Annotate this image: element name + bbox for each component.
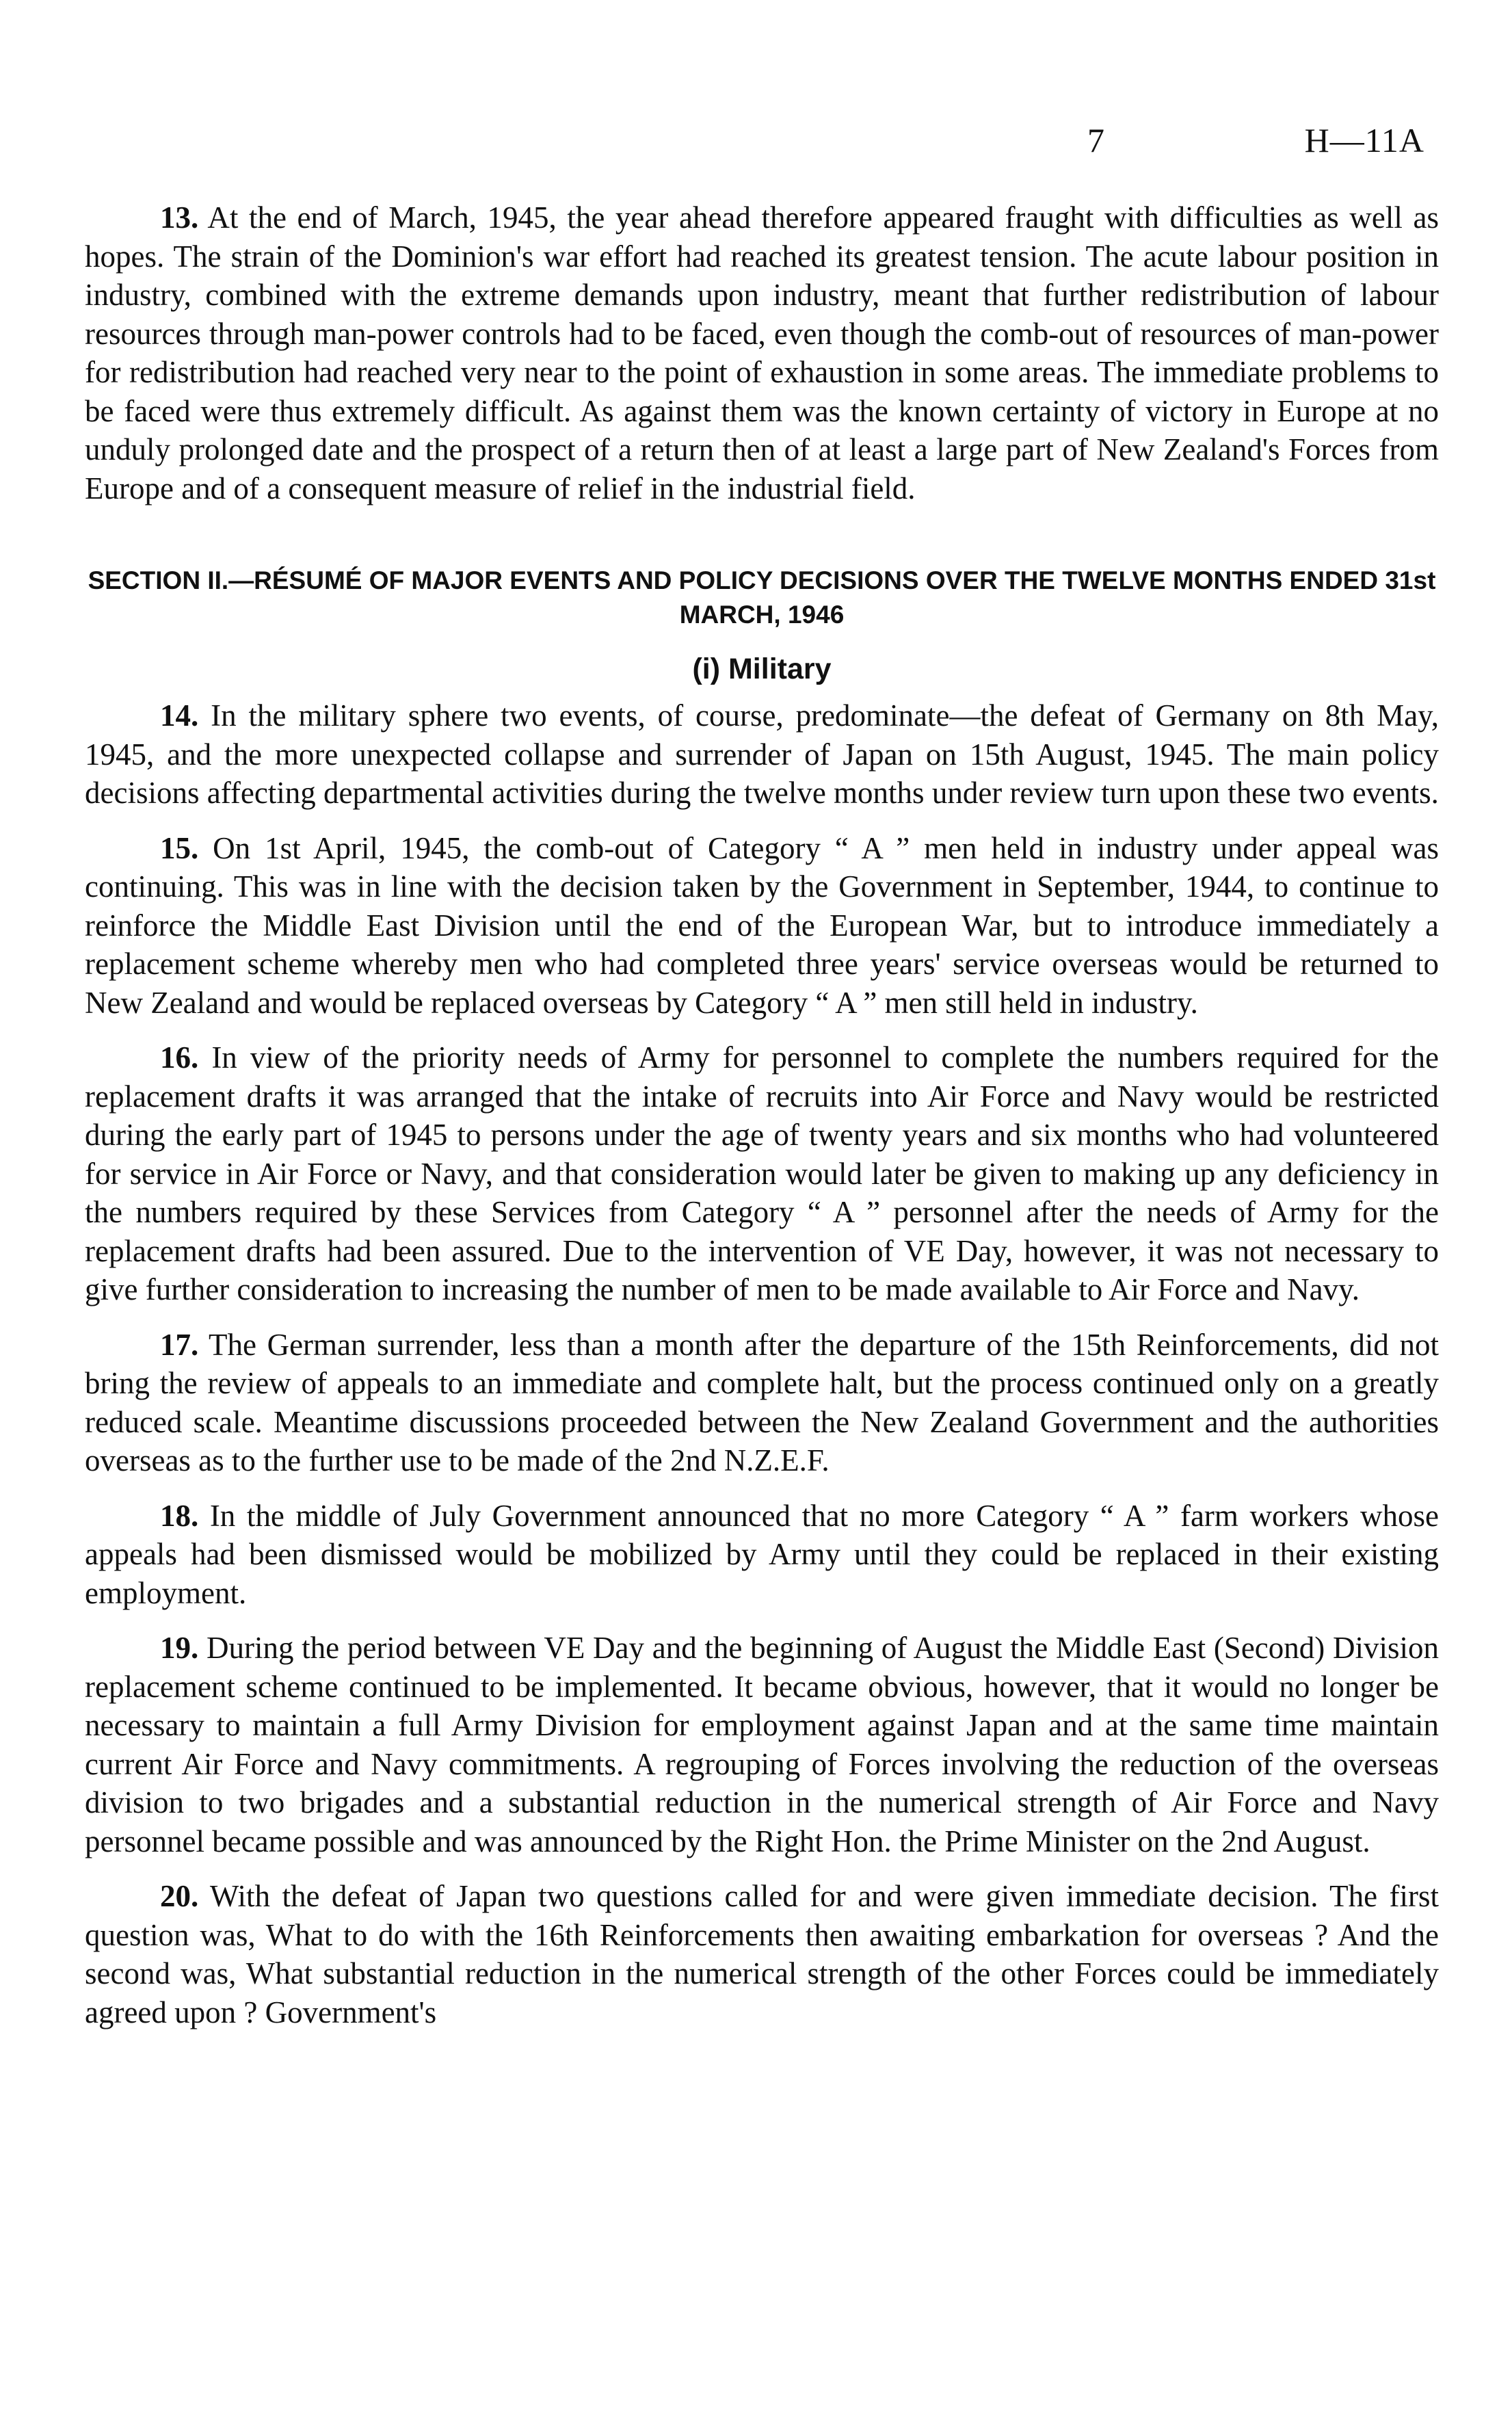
paragraph-number: 17. [160,1327,199,1362]
paragraph-13 [85,198,1439,508]
paragraph-16 [85,1038,1439,1309]
paragraph-text: The German surrender, less than a month after the departure of the 15th Reinforcements, did not bring the review of appeals to an immediate and complete halt, but the process continued only on a greatly reduced scale. Meantime discussions proceeded between the New Zealand Government and the authorities overseas as to the further use to be made of the 2nd N.Z.E.F. [85,1327,1439,1477]
page-header [0,116,1512,164]
paragraph-20 [85,1877,1439,2032]
paragraph-number: 18. [160,1498,199,1533]
paragraph-15 [85,829,1439,1023]
paragraph-number: 16. [160,1040,199,1075]
section-heading: SECTION II.—RÉSUMÉ OF MAJOR EVENTS AND POLICY DECISIONS OVER THE TWELVE MONTHS ENDED 31st MARCH, 1946 [88,566,1436,629]
paragraph-text: In view of the priority needs of Army for personnel to complete the numbers required for the replacement drafts it was arranged that the intake of recruits into Air Force and Navy would be restricted during the early part of 1945 to persons under the age of twenty years and six months who had volunteered for service in Air Force or Navy, and that consideration would later be given to making up any deficiency in the numbers required by these Services from Category “ A ” personnel after the needs of Army for the replacement drafts had been assured. Due to the intervention of VE Day, however, it was not necessary to give further consideration to increasing the number of men to be made available to Air Force and Navy. [85,1040,1439,1306]
paragraph-number: 19. [160,1631,199,1665]
paragraph-number: 13. [160,200,199,235]
paragraph-text: During the period between VE Day and the beginning of August the Middle East (Second) Division replacement scheme continued to be implemented. It became obvious, however, that it would no longer be necessary to maintain a full Army Division for employment against Japan and at the same time maintain current Air Force and Navy commitments. A regrouping of Forces involving the reduction of the overseas division to two brigades and a substantial reduction in the numerical strength of Air Force and Navy personnel became possible and was announced by the Right Hon. the Prime Minister on the 2nd August. [85,1631,1439,1858]
page-body [85,198,1439,2048]
paragraph-number: 15. [160,830,199,865]
paragraph-text: With the defeat of Japan two questions called for and were given immediate decision. The first question was, What to do with the 16th Reinforcements then awaiting embarkation for overseas ? And the second was, What substantial reduction in the numerical strength of the other Forces could be immediately agreed upon ? Government's [85,1879,1439,2029]
paragraph-text: On 1st April, 1945, the comb-out of Category “ A ” men held in industry under appeal was continuing. This was in line with the decision taken by the Government in September, 1944, to continue to reinforce the Middle East Division until the end of the European War, but to introduce immediately a replacement scheme whereby men who had completed three years' service overseas would be returned to New Zealand and would be replaced overseas by Category “ A ” men still held in industry. [85,830,1439,1020]
paragraph-text: In the middle of July Government announced that no more Category “ A ” farm workers whose appeals had been dismissed would be mobilized by Army until they could be replaced in their existing employment. [85,1498,1439,1610]
paragraph-number: 14. [160,698,199,733]
paragraph-text: At the end of March, 1945, the year ahead therefore appeared fraught with difficulties as well as hopes. The strain of the Dominion's war effort had reached its greatest tension. The acute labour position in industry, combined with the extreme demands upon industry, meant that further redistribution of labour resources through man-power controls had to be faced, even though the comb-out of resources of man-power for redistribution had reached very near to the point of exhaustion in some areas. The immediate problems to be faced were thus extremely difficult. As against them was the known certainty of victory in Europe at no unduly prolonged date and the prospect of a return then of at least a large part of New Zealand's Forces from Europe and of a consequent measure of relief in the industrial field. [85,200,1439,505]
document-code: H—11A [1304,121,1424,159]
paragraph-18 [85,1497,1439,1613]
paragraph-19 [85,1629,1439,1861]
subsection-heading: (i) Military [692,653,832,685]
paragraph-text: In the military sphere two events, of course, predominate—the defeat of Germany on 8th May, 1945, and the more unexpected collapse and surrender of Japan on 15th August, 1945. The main policy decisions affecting departmental activities during the twelve months under review turn upon these two events. [85,698,1439,810]
paragraph-number: 20. [160,1879,199,1913]
paragraph-14 [85,696,1439,813]
page-number: 7 [1087,121,1104,159]
paragraph-17 [85,1326,1439,1480]
